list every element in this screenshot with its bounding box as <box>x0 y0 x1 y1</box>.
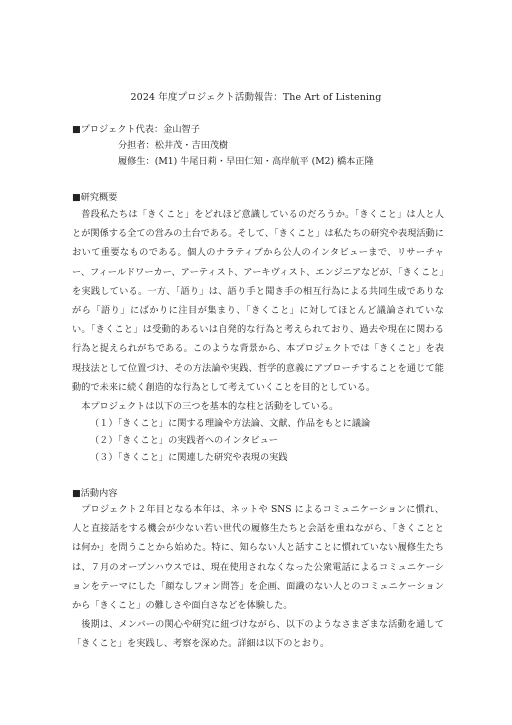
project-sharers: 分担者：松井茂・吉田茂樹 <box>118 140 229 151</box>
project-representative: ■プロジェクト代表：金山智子 <box>72 124 200 135</box>
pillar-item-2: （２）「きくこと」の実践者へのインタビュー <box>90 435 278 446</box>
overview-paragraph-1: 普段私たちは「きくこと」をどれほど意識しているのだろうか。「きくこと」は人と人とが関係する全ての営みの土台である。そして、「きくこと」は私たちの研究や表現活動において重要なものである。個人のナラティブから公人のインタビューまで、リサーチャー、フィールドワーカー、アーティスト、アーキヴィスト、エンジニアなどが、「きくこと」を実践している。一方、「語り」は、語り手と聞き手の相互行為による共同生成でありながら「語り」にばかりに注目が集まり、「きくこと」に対してほとんど議論されていない。「きくこと」は受動的あるいは自発的な行為と考えられており、過去や現在に関わる行為と捉えられがちである。このような背景から、本プロジェクトでは「きくこと」を表現技法として位置づけ、その方法論や実践、哲学的意義にアプローチすることを通じて能動的で未来に続く創造的な行為として考えていくことを目的としている。 <box>72 209 444 393</box>
activities-body <box>72 500 444 654</box>
overview-heading: ■研究概要 <box>72 192 118 203</box>
project-students: 履修生：(M1) 牛尾日莉・早田仁知・高岸航平 (M2) 橋本正隆 <box>118 156 374 167</box>
page-title: 2024 年度プロジェクト活動報告：The Art of Listening <box>130 92 382 103</box>
activities-paragraph-1: プロジェクト２年目となる本年は、ネットや SNS によるコミュニケーションに慣れ、人と直接話をする機会が少ない若い世代の履修生たちと会話を重ねながら、「きくこととは何か」を問うことから始めた。特に、知らない人と話すことに慣れていない履修生たちは、７月のオープンハウスでは、現在使用されなくなった公衆電話によるコミュニケーションをテーマにした「顔なしフォン問答」を企画、面識のない人とのコミュニケーションから「きくこと」の難しさや面白さなどを体験した。 <box>72 504 444 612</box>
pillar-item-3: （３）「きくこと」に関連した研究や表現の実践 <box>90 452 288 463</box>
overview-body <box>72 205 444 416</box>
pillar-item-1: （１）「きくこと」に関する理論や方法論、文献、作品をもとに議論 <box>90 418 371 429</box>
overview-paragraph-2: 本プロジェクトは以下の三つを基本的な柱と活動をしている。 <box>81 401 339 413</box>
activities-paragraph-2: 後期は、メンバーの関心や研究に紐づけながら、以下のようなさまざまな活動を通して「きくこと」を実践し、考察を深めた。詳細は以下のとおり。 <box>72 619 444 650</box>
activities-heading: ■活動内容 <box>72 488 118 499</box>
